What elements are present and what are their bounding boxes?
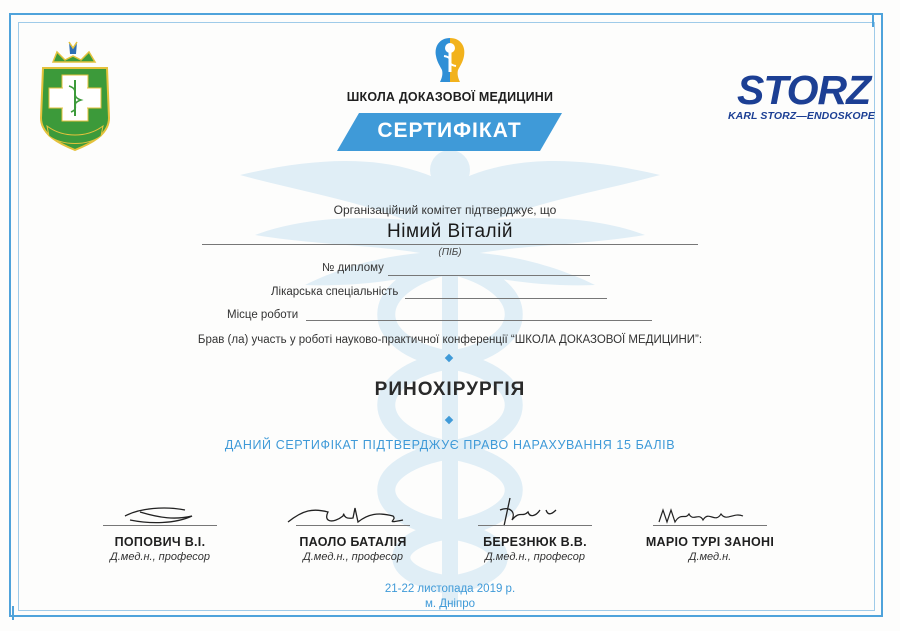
corner-accent-top xyxy=(872,15,874,27)
workplace-label: Місце роботи xyxy=(227,309,299,321)
signatory-name: ПОПОВИЧ В.І. xyxy=(114,535,206,549)
event-date: 21-22 листопада 2019 р. xyxy=(384,583,516,595)
diploma-field-line xyxy=(388,275,590,276)
event-city: м. Дніпро xyxy=(424,598,475,610)
signatory-zanoni xyxy=(625,525,795,563)
signatory-name: БЕРЕЗНЮК В.В. xyxy=(483,535,587,549)
signatory-batalia xyxy=(278,525,428,563)
school-title: ШКОЛА ДОКАЗОВОЇ МЕДИЦИНИ xyxy=(346,90,554,104)
ministry-emblem xyxy=(35,40,115,155)
signatory-popovych xyxy=(95,525,225,563)
diploma-label: № диплому xyxy=(322,262,384,274)
certificate-label: СЕРТИФІКАТ xyxy=(377,119,522,142)
name-underline xyxy=(202,244,698,245)
signature-line xyxy=(103,525,217,526)
signature-line xyxy=(653,525,767,526)
conference-topic: РИНОХІРУРГІЯ xyxy=(374,379,526,400)
signatory-title: Д.мед.н. xyxy=(688,551,732,563)
recipient-name: Німий Віталій xyxy=(387,221,513,242)
points-statement: ДАНИЙ СЕРТИФІКАТ ПІДТВЕРДЖУЄ ПРАВО НАРАХУВАННЯ 15 БАЛІВ xyxy=(224,438,676,452)
storz-logo: STORZ xyxy=(737,67,871,113)
signatory-title: Д.мед.н., професор xyxy=(109,551,211,563)
signatory-title: Д.мед.н., професор xyxy=(484,551,586,563)
signature-image-popovych xyxy=(120,498,200,528)
school-logo-icon xyxy=(430,34,470,84)
signature-line xyxy=(296,525,410,526)
confirm-text: Організаційний комітет підтверджує, що xyxy=(333,203,557,217)
specialty-label: Лікарська спеціальність xyxy=(271,286,399,298)
pib-label: (ПІБ) xyxy=(438,247,462,258)
signatory-title: Д.мед.н., професор xyxy=(302,551,404,563)
participation-text: Брав (ла) участь у роботі науково-практичної конференції “ШКОЛА ДОКАЗОВОЇ МЕДИЦИНИ”: xyxy=(197,334,703,346)
workplace-field-line xyxy=(306,320,652,321)
signatory-bereznyuk xyxy=(460,525,610,563)
corner-accent-bottom xyxy=(12,606,14,620)
storz-subtitle: KARL STORZ—ENDOSKOPE xyxy=(728,110,875,122)
signature-line xyxy=(478,525,592,526)
signatory-name: МАРІО ТУРІ ЗАНОНІ xyxy=(645,535,775,549)
specialty-field-line xyxy=(405,298,607,299)
signatory-name: ПАОЛО БАТАЛІЯ xyxy=(299,535,407,549)
